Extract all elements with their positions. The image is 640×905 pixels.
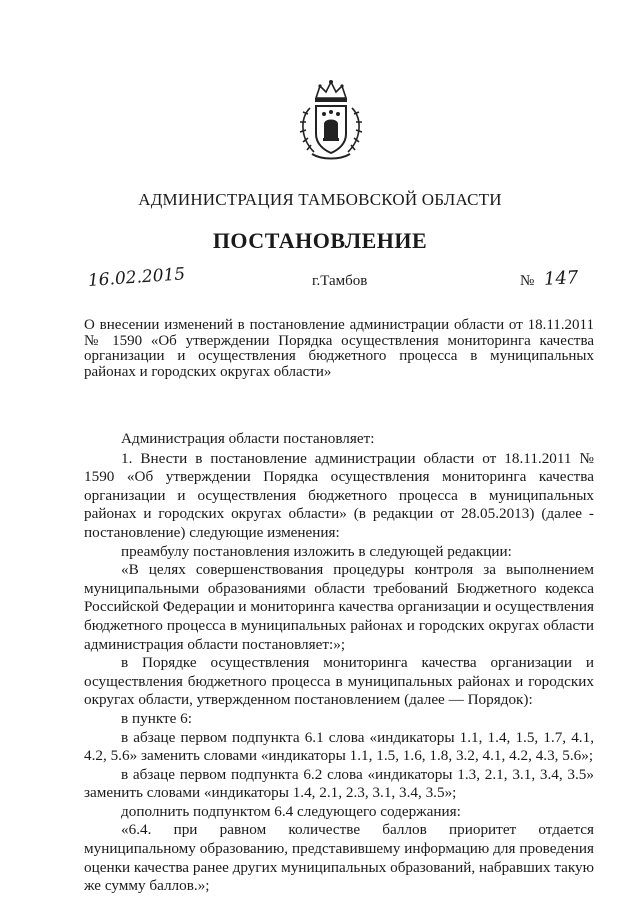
body-paragraph: 1. Внести в постановление администрации области от 18.11.2011 № 1590 «Об утверждении Порядка осуществления мониторинга качества организации и осуществления бюджетного процесса в муниципальных районах и городских округах области» (в редакции от 28.05.2013) (далее - постановление) следующие изменения: [84, 449, 594, 541]
body-paragraph: в пункте 6: [121, 709, 192, 727]
body-paragraph: Администрация области постановляет: [121, 430, 375, 447]
document-subject: О внесении изменений в постановление администрации области от 18.11.2011 № 1590 «Об утверждении Порядка осуществления мониторинга качества организации и осуществления бюджетного процесса в муниципальных районах и городских округах области» [84, 317, 594, 380]
body-paragraph: преамбулу постановления изложить в следующей редакции: [121, 542, 512, 560]
document-type-title: ПОСТАНОВЛЕНИЕ [212, 228, 428, 253]
body-paragraph: дополнить подпунктом 6.4 следующего содержания: [121, 802, 461, 820]
body-paragraph: «В целях совершенствования процедуры контроля за выполнением муниципальными образованиями области требований Бюджетного кодекса Российской Федерации и мониторинга качества организации и осуществления бюджетного процесса в муниципальных районах и городских округах области администрация области постановляет:»; [84, 561, 594, 653]
handwritten-date: 16.02.2015 [87, 264, 186, 291]
organization-title: АДМИНИСТРАЦИЯ ТАМБОВСКОЙ ОБЛАСТИ [138, 190, 502, 209]
tambov-coat-of-arms-icon [296, 78, 366, 162]
body-paragraph: в абзаце первом подпункта 6.2 слова «индикаторы 1.3, 2.1, 3.1, 3.4, 3.5» заменить словами «индикаторы 1.4, 2.1, 2.3, 3.1, 3.4, 3.5»; [84, 765, 594, 802]
body-paragraph: в абзаце первом подпункта 6.1 слова «индикаторы 1.1, 1.4, 1.5, 1.7, 4.1, 4.2, 5.6» заменить словами «индикаторы 1.1, 1.5, 1.6, 1.8, 3.2, 4.1, 4.2, 4.3, 5.6»; [84, 728, 594, 765]
city-label: г.Тамбов [312, 273, 368, 289]
number-label: № [520, 273, 535, 289]
body-paragraph: в Порядке осуществления мониторинга качества организации и осуществления бюджетного процесса в муниципальных районах и городских округах области, утвержденном постановлением (далее — Порядок): [84, 654, 594, 709]
body-paragraph: «6.4. при равном количестве баллов приоритет отдается муниципальному образованию, представившему информацию для проведения оценки качества ранее других муниципальных образований, набравших такую же сумму баллов.»; [84, 821, 594, 895]
document-body [84, 430, 594, 896]
handwritten-number: 147 [543, 267, 579, 290]
